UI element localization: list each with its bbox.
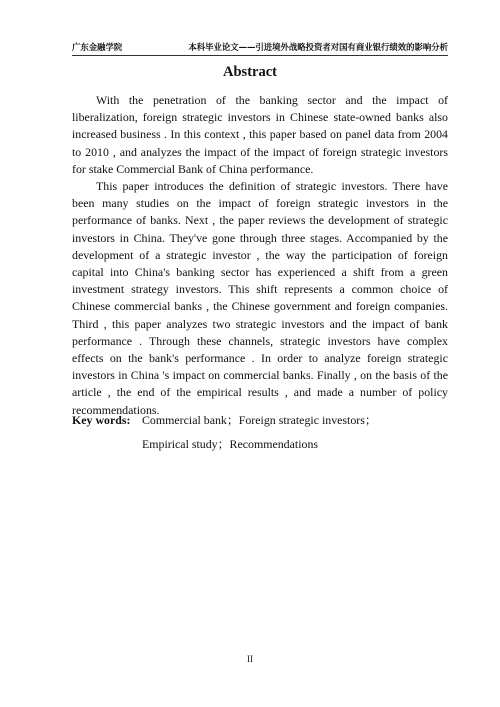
abstract-paragraph: This paper introduces the definition of strategic investors. There have been many studies on the impact of foreign strategic investors in the performance of banks. Next , the paper reviews the development of strategic investors in China. They've gone through three stages. Accompanied by the development of a strategic investor , the way the participation of foreign capital into China's banking sector has experienced a shift from a green investment strategy investors. This shift represents a common choice of Chinese commercial banks , the Chinese government and foreign companies. Third , this paper analyzes two strategic investors and the impact of bank performance . Through these channels, strategic investors have complex effects on the bank's performance . In order to analyze foreign strategic investors in China 's impact on commercial banks. Finally , on the basis of the article , the end of the empirical results , and made a number of policy recommendations. (72, 179, 448, 417)
keywords-label: Key words: (72, 413, 131, 427)
page-number: II (247, 654, 253, 664)
abstract-title: Abstract (223, 64, 277, 80)
abstract-body (72, 92, 448, 419)
keywords-line: Empirical study；Recommendations (142, 437, 319, 451)
page-header (72, 41, 448, 56)
header-institution: 广东金融学院 (72, 42, 123, 52)
keywords-line: Commercial bank；Foreign strategic investors； (142, 413, 377, 427)
header-thesis-title: 本科毕业论文——引进境外战略投资者对国有商业银行绩效的影响分析 (188, 42, 448, 52)
abstract-paragraph: With the penetration of the banking sector and the impact of liberalization, foreign strategic investors in Chinese state-owned banks also increased business . In this context , this paper based on panel data from 2004 to 2010 , and analyzes the impact of the impact of foreign strategic investors for stake Commercial Bank of China performance. (72, 93, 448, 176)
